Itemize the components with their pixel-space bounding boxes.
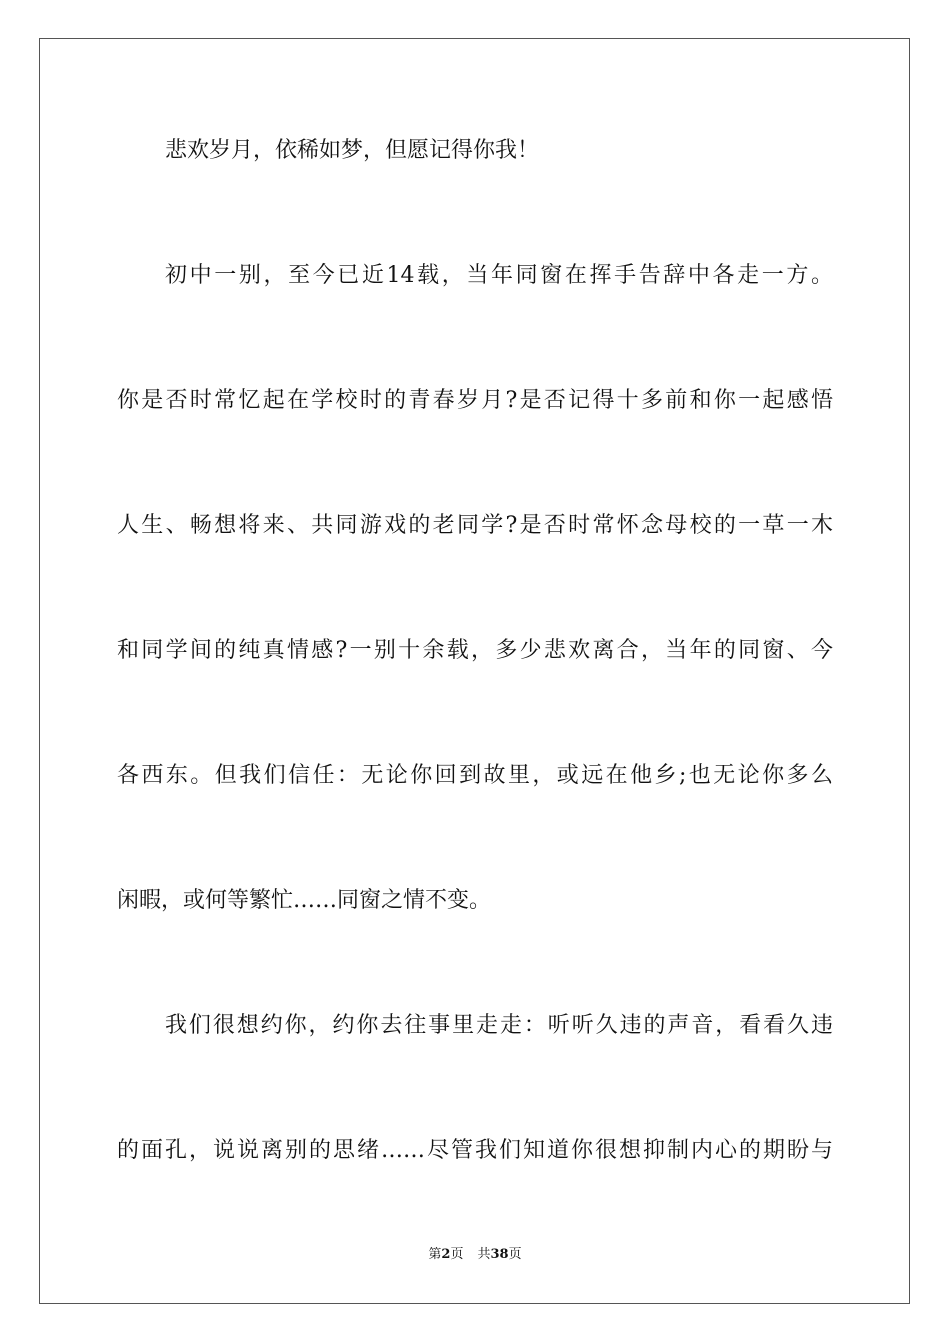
page-total: 38 (490, 1247, 509, 1262)
page-footer (0, 1246, 950, 1264)
page-frame (39, 38, 910, 1304)
paragraph-2-line-6: 闲暇，或何等繁忙……同窗之情不变。 (117, 888, 492, 913)
paragraph-3-line-2: 的面孔，说说离别的思绪……尽管我们知道你很想抑制内心的期盼与 (117, 1138, 833, 1163)
paragraph-2-line-4: 和同学间的纯真情感?一别十余载，多少悲欢离合，当年的同窗、今 (117, 638, 833, 663)
paragraph-3-line-1: 我们很想约你，约你去往事里走走：听听久违的声音，看看久违 (165, 1013, 833, 1038)
total-prefix: 共 (477, 1247, 491, 1262)
paragraph-2-line-5: 各西东。但我们信任：无论你回到故里，或远在他乡;也无论你多么 (117, 763, 833, 788)
paragraph-2-line-2: 你是否时常忆起在学校时的青春岁月?是否记得十多前和你一起感悟 (117, 388, 833, 413)
paragraph-1-line-1: 悲欢岁月，依稀如梦，但愿记得你我！ (165, 138, 540, 163)
page-suffix: 页 (450, 1247, 464, 1262)
total-suffix: 页 (508, 1247, 522, 1262)
paragraph-2-line-3: 人生、畅想将来、共同游戏的老同学?是否时常怀念母校的一草一木 (117, 513, 833, 538)
page-prefix: 第 (428, 1247, 442, 1262)
page-number: 2 (441, 1247, 451, 1262)
paragraph-2-line-1: 初中一别，至今已近14载，当年同窗在挥手告辞中各走一方。 (165, 263, 833, 288)
